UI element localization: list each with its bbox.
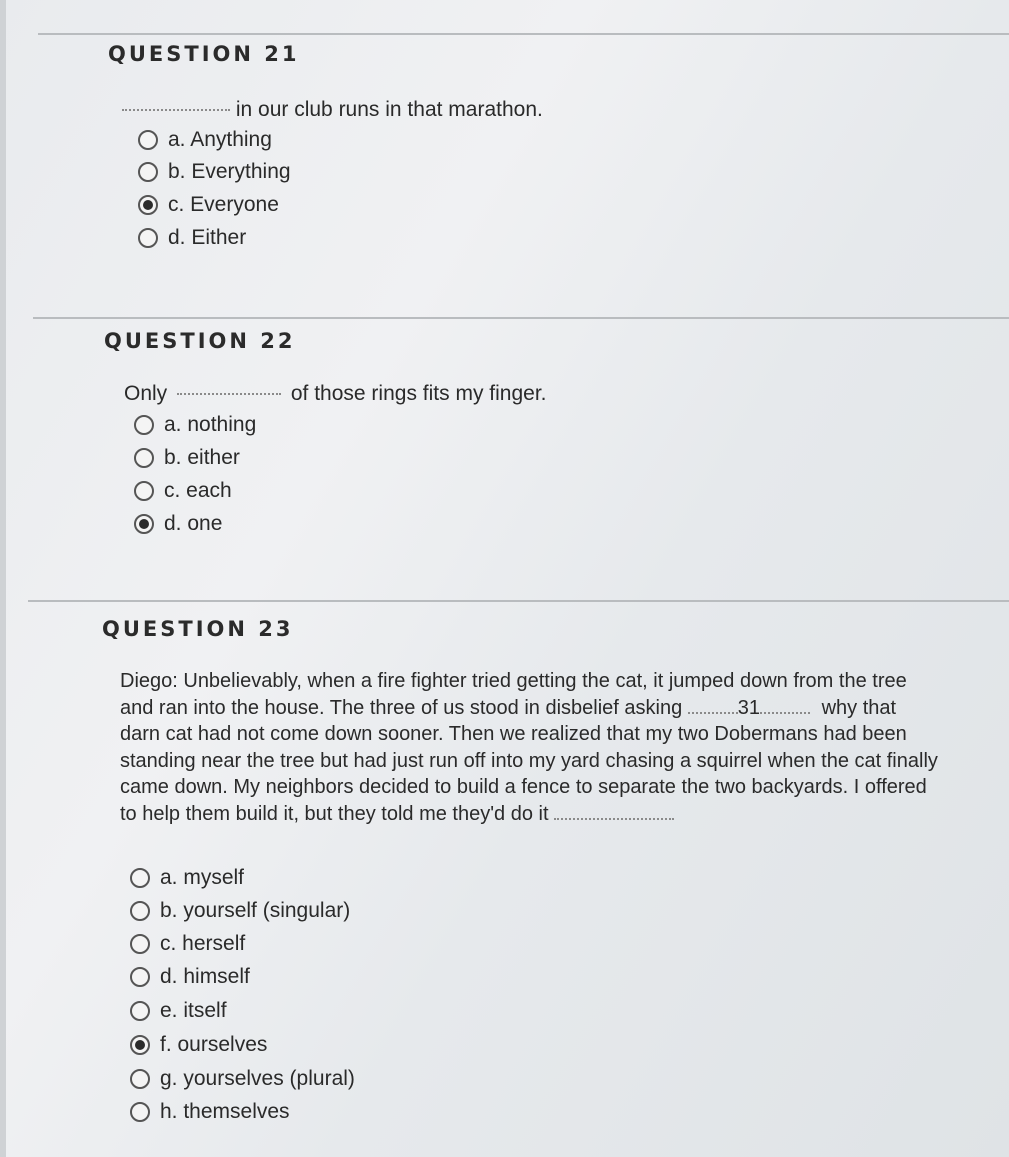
radio-button[interactable] (134, 481, 154, 501)
option-label: a. nothing (164, 413, 257, 436)
radio-button[interactable] (130, 1069, 150, 1089)
question-22-title: QUESTION 22 (104, 329, 296, 353)
radio-button[interactable] (130, 967, 150, 987)
question-21-title: QUESTION 21 (108, 42, 300, 66)
radio-button[interactable] (138, 228, 158, 248)
q21-option-d[interactable] (138, 226, 246, 250)
answer-blank (177, 393, 281, 395)
option-label: d. himself (160, 965, 250, 988)
passage-text: Diego: Unbelievably, when a fire fighter tried getting the cat, it jumped down from the tree and ran into the house. The three of us stood in disbelief asking (120, 670, 907, 719)
option-label: d. Either (168, 226, 247, 249)
option-label: g. yourselves (plural) (160, 1067, 355, 1090)
radio-button-selected[interactable] (138, 195, 158, 215)
question-divider (33, 317, 1009, 319)
q23-option-b[interactable] (130, 899, 350, 923)
option-label: b. either (164, 446, 240, 469)
question-23-passage (120, 668, 940, 827)
stem-text-after: of those rings fits my finger. (290, 382, 547, 405)
option-label: a. myself (160, 866, 245, 889)
option-label: f. ourselves (160, 1033, 268, 1056)
option-label: c. herself (160, 932, 246, 955)
radio-button[interactable] (130, 868, 150, 888)
option-label: b. yourself (singular) (160, 899, 351, 922)
q23-option-d[interactable] (130, 965, 250, 989)
stem-text-before: Only (124, 382, 168, 405)
question-divider (28, 600, 1009, 602)
q23-option-g[interactable] (130, 1067, 355, 1091)
blank-leader (688, 712, 738, 714)
question-23-title: QUESTION 23 (102, 617, 294, 641)
question-divider (38, 33, 1009, 35)
question-21-stem (122, 98, 543, 122)
blank-number: 31 (737, 696, 761, 719)
screen-edge (0, 0, 6, 1157)
question-22-stem (124, 382, 546, 406)
radio-button[interactable] (138, 162, 158, 182)
q23-option-h[interactable] (130, 1100, 290, 1124)
q21-option-c[interactable] (138, 193, 279, 217)
q22-option-b[interactable] (134, 446, 240, 470)
q23-option-c[interactable] (130, 932, 245, 956)
option-label: c. Everyone (168, 193, 279, 216)
q23-option-e[interactable] (130, 999, 227, 1023)
answer-blank (122, 109, 230, 111)
radio-button[interactable] (130, 901, 150, 921)
option-label: h. themselves (160, 1100, 290, 1123)
answer-blank (554, 818, 674, 820)
radio-button[interactable] (134, 448, 154, 468)
option-label: a. Anything (168, 128, 272, 151)
q22-option-a[interactable] (134, 413, 256, 437)
option-label: b. Everything (168, 160, 291, 183)
q21-option-b[interactable] (138, 160, 291, 184)
radio-button-selected[interactable] (130, 1035, 150, 1055)
q22-option-c[interactable] (134, 479, 232, 503)
q23-option-f[interactable] (130, 1033, 267, 1057)
passage-text: why that darn cat had not come down sooner. Then we realized that my two Dobermans had been standing near the tree but had just run off into my yard chasing a squirrel when the cat finally came down. My neighbors decided to build a fence to separate the two backyards. I offered to help them build it, but they told me they'd do it (120, 696, 938, 825)
radio-button-selected[interactable] (134, 514, 154, 534)
radio-button[interactable] (138, 130, 158, 150)
q22-option-d[interactable] (134, 512, 222, 536)
radio-button[interactable] (130, 934, 150, 954)
blank-trailer (760, 712, 810, 714)
option-label: c. each (164, 479, 232, 502)
radio-button[interactable] (130, 1001, 150, 1021)
option-label: e. itself (160, 999, 227, 1022)
radio-button[interactable] (130, 1102, 150, 1122)
stem-text: in our club runs in that marathon. (235, 98, 543, 121)
q21-option-a[interactable] (138, 128, 272, 152)
q23-option-a[interactable] (130, 866, 244, 890)
radio-button[interactable] (134, 415, 154, 435)
option-label: d. one (164, 512, 223, 535)
